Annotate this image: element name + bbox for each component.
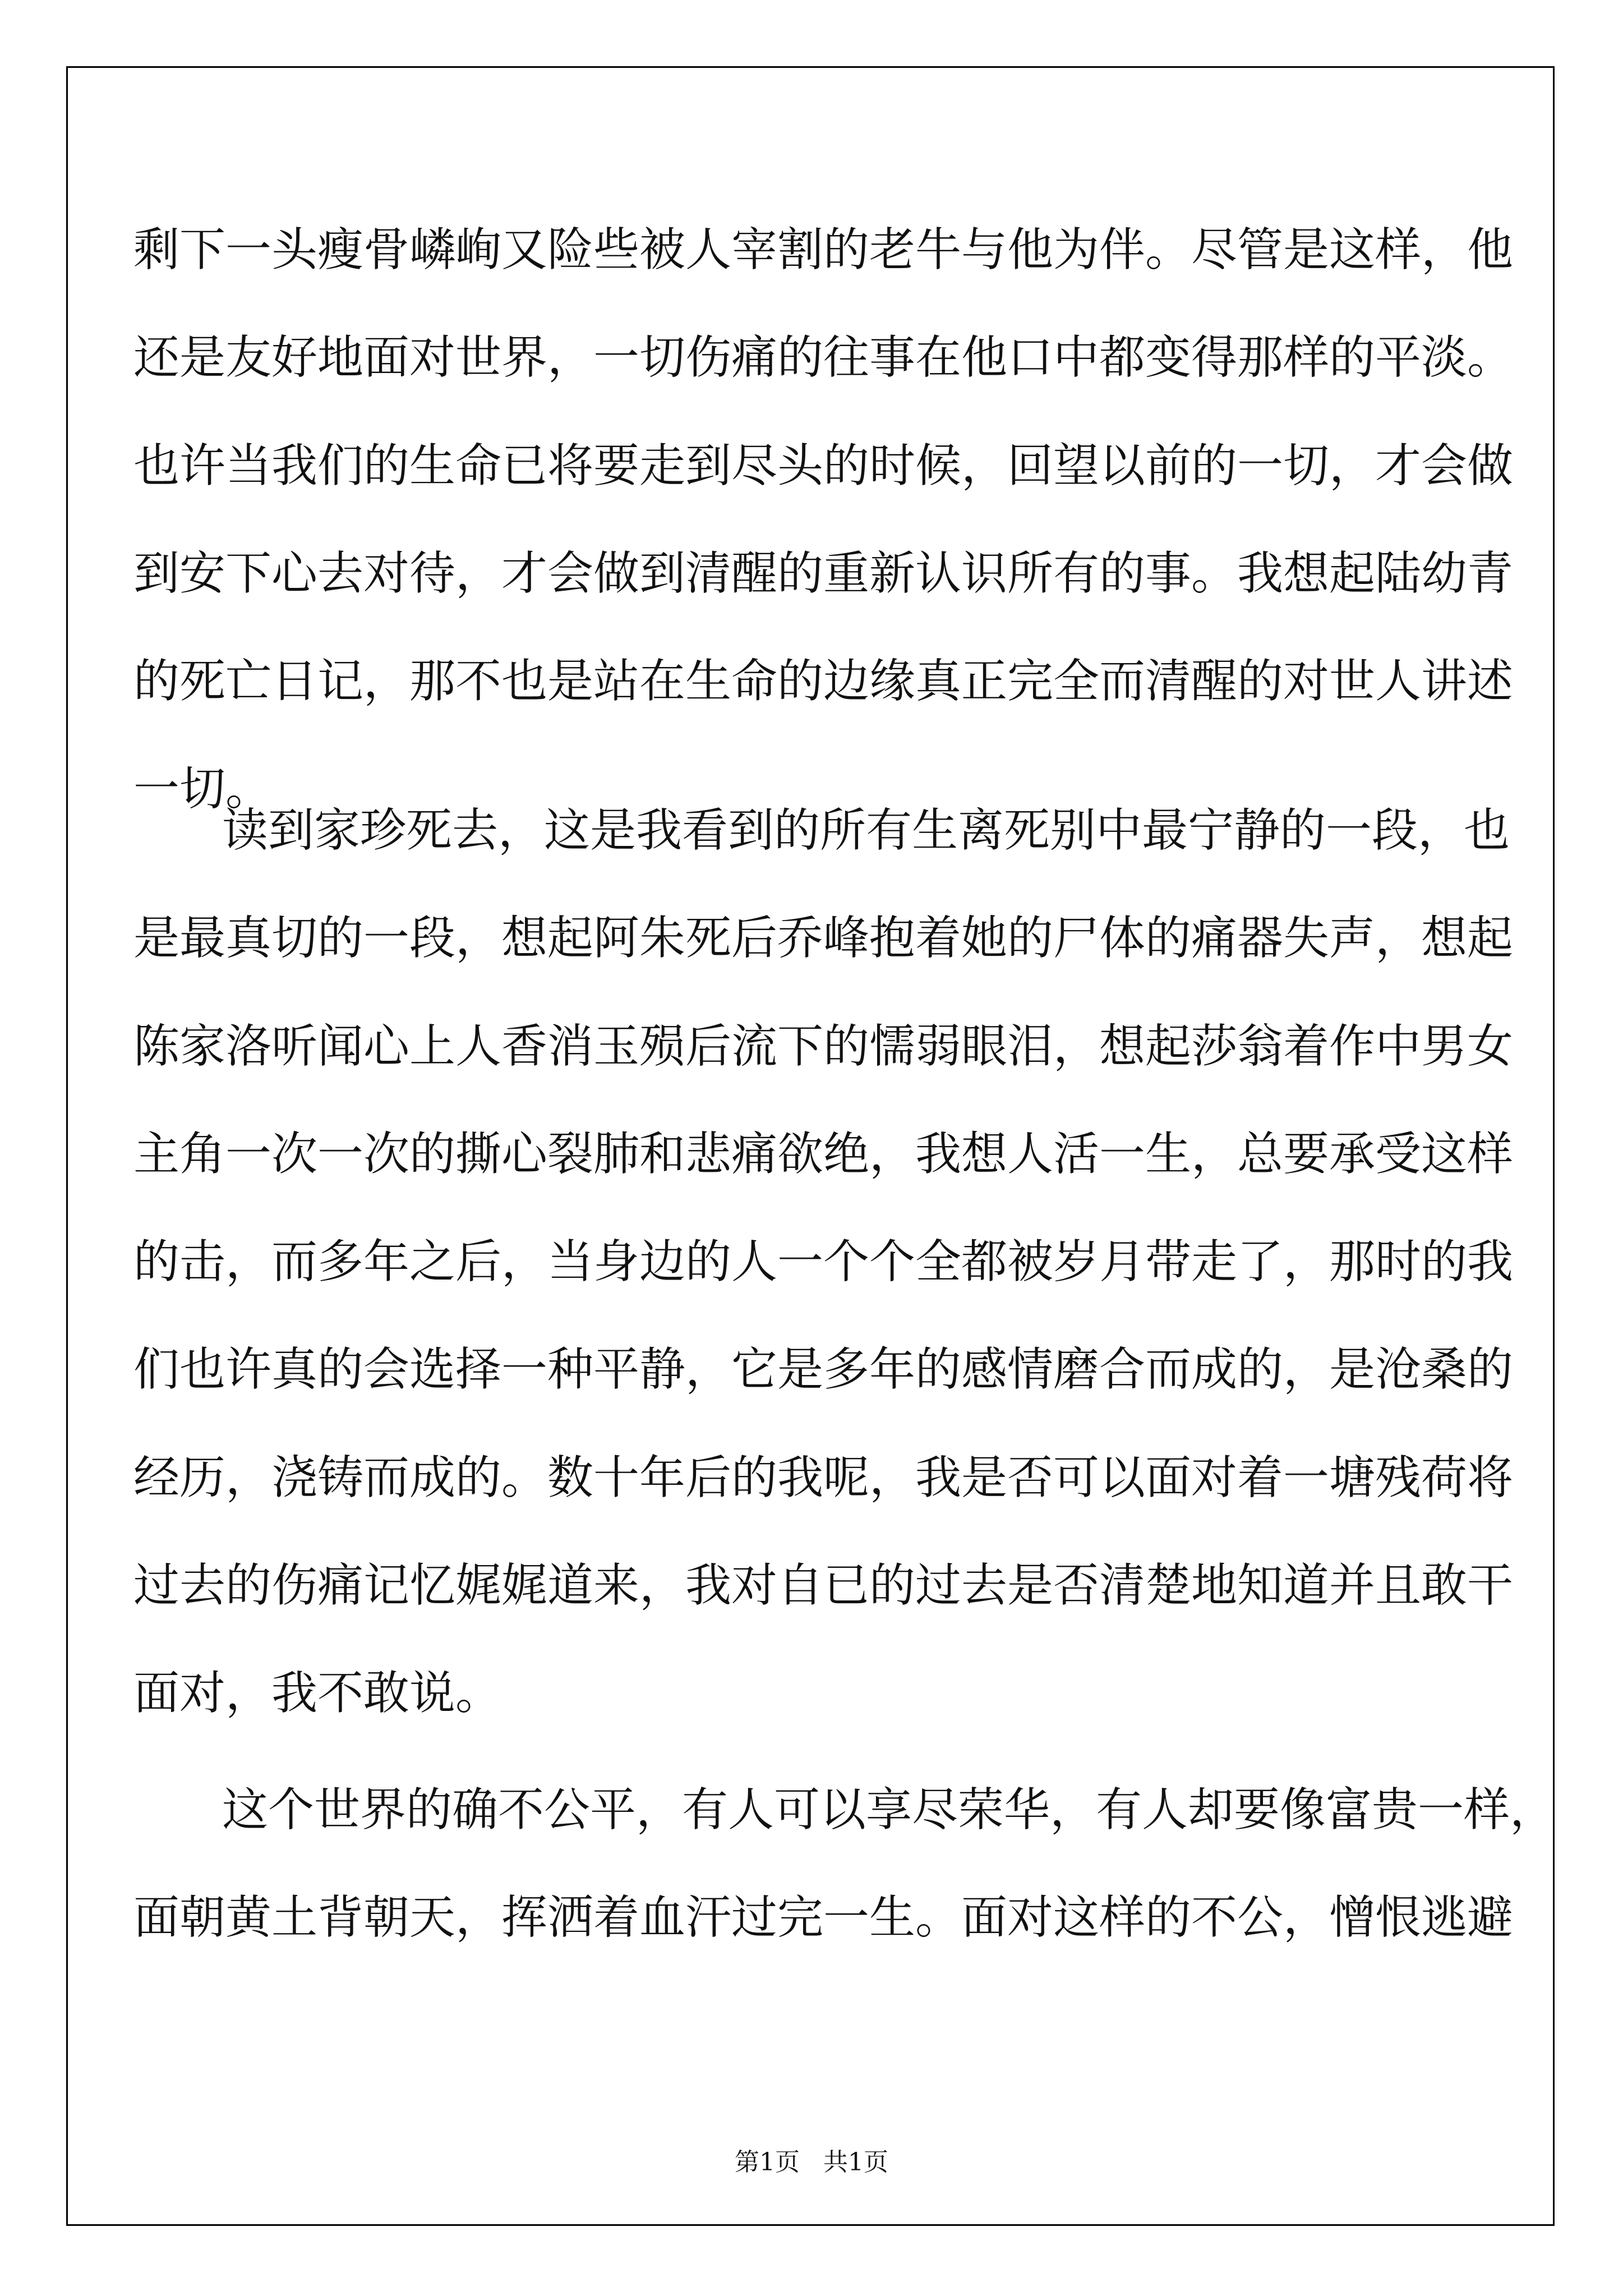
paragraph-2 [133,777,1514,1748]
paragraph-line: 也许当我们的生命已将要走到尽头的时候，回望以前的一切，才会做 [133,439,1514,493]
paragraph-line: 们也许真的会选择一种平静，它是多年的感情磨合而成的，是沧桑的 [133,1343,1514,1397]
paragraph-line: 到安下心去对待，才会做到清醒的重新认识所有的事。我想起陆幼青 [133,546,1514,600]
paragraph-line: 面朝黄土背朝天，挥洒着血汗过完一生。面对这样的不公，憎恨逃避 [133,1891,1514,1945]
paragraph-line: 这个世界的确不公平，有人可以享尽荣华，有人却要像富贵一样， [222,1783,1556,1837]
paragraph-line: 经历，浇铸而成的。数十年后的我呢，我是否可以面对着一塘残荷将 [133,1451,1514,1504]
paragraph-line: 一切。 [133,762,272,816]
paragraph-line: 剩下一头瘦骨嶙峋又险些被人宰割的老牛与他为伴。尽管是这样，他 [133,223,1514,277]
paragraph-line: 陈家洛听闻心上人香消玉殒后流下的懦弱眼泪，想起莎翁着作中男女 [133,1019,1514,1073]
paragraph-1 [133,196,1514,844]
paragraph-line: 还是友好地面对世界，一切伤痛的往事在他口中都变得那样的平淡。 [133,331,1514,385]
page-footer: 第1页 共1页 [735,2148,888,2177]
paragraph-line: 的死亡日记，那不也是站在生命的边缘真正完全而清醒的对世人讲述 [133,655,1514,708]
paragraph-3 [133,1756,1556,1972]
paragraph-line: 是最真切的一段，想起阿朱死后乔峰抱着她的尸体的痛器失声，想起 [133,912,1514,965]
paragraph-line: 读到家珍死去，这是我看到的所有生离死别中最宁静的一段，也 [222,804,1510,857]
paragraph-line: 过去的伤痛记忆娓娓道来，我对自已的过去是否清楚地知道并且敢干 [133,1559,1514,1613]
paragraph-line: 的击，而多年之后，当身边的人一个个全都被岁月带走了，那时的我 [133,1235,1514,1289]
paragraph-line: 面对，我不敢说。 [133,1667,502,1720]
paragraph-line: 主角一次一次的撕心裂肺和悲痛欲绝，我想人活一生，总要承受这样 [133,1127,1514,1181]
